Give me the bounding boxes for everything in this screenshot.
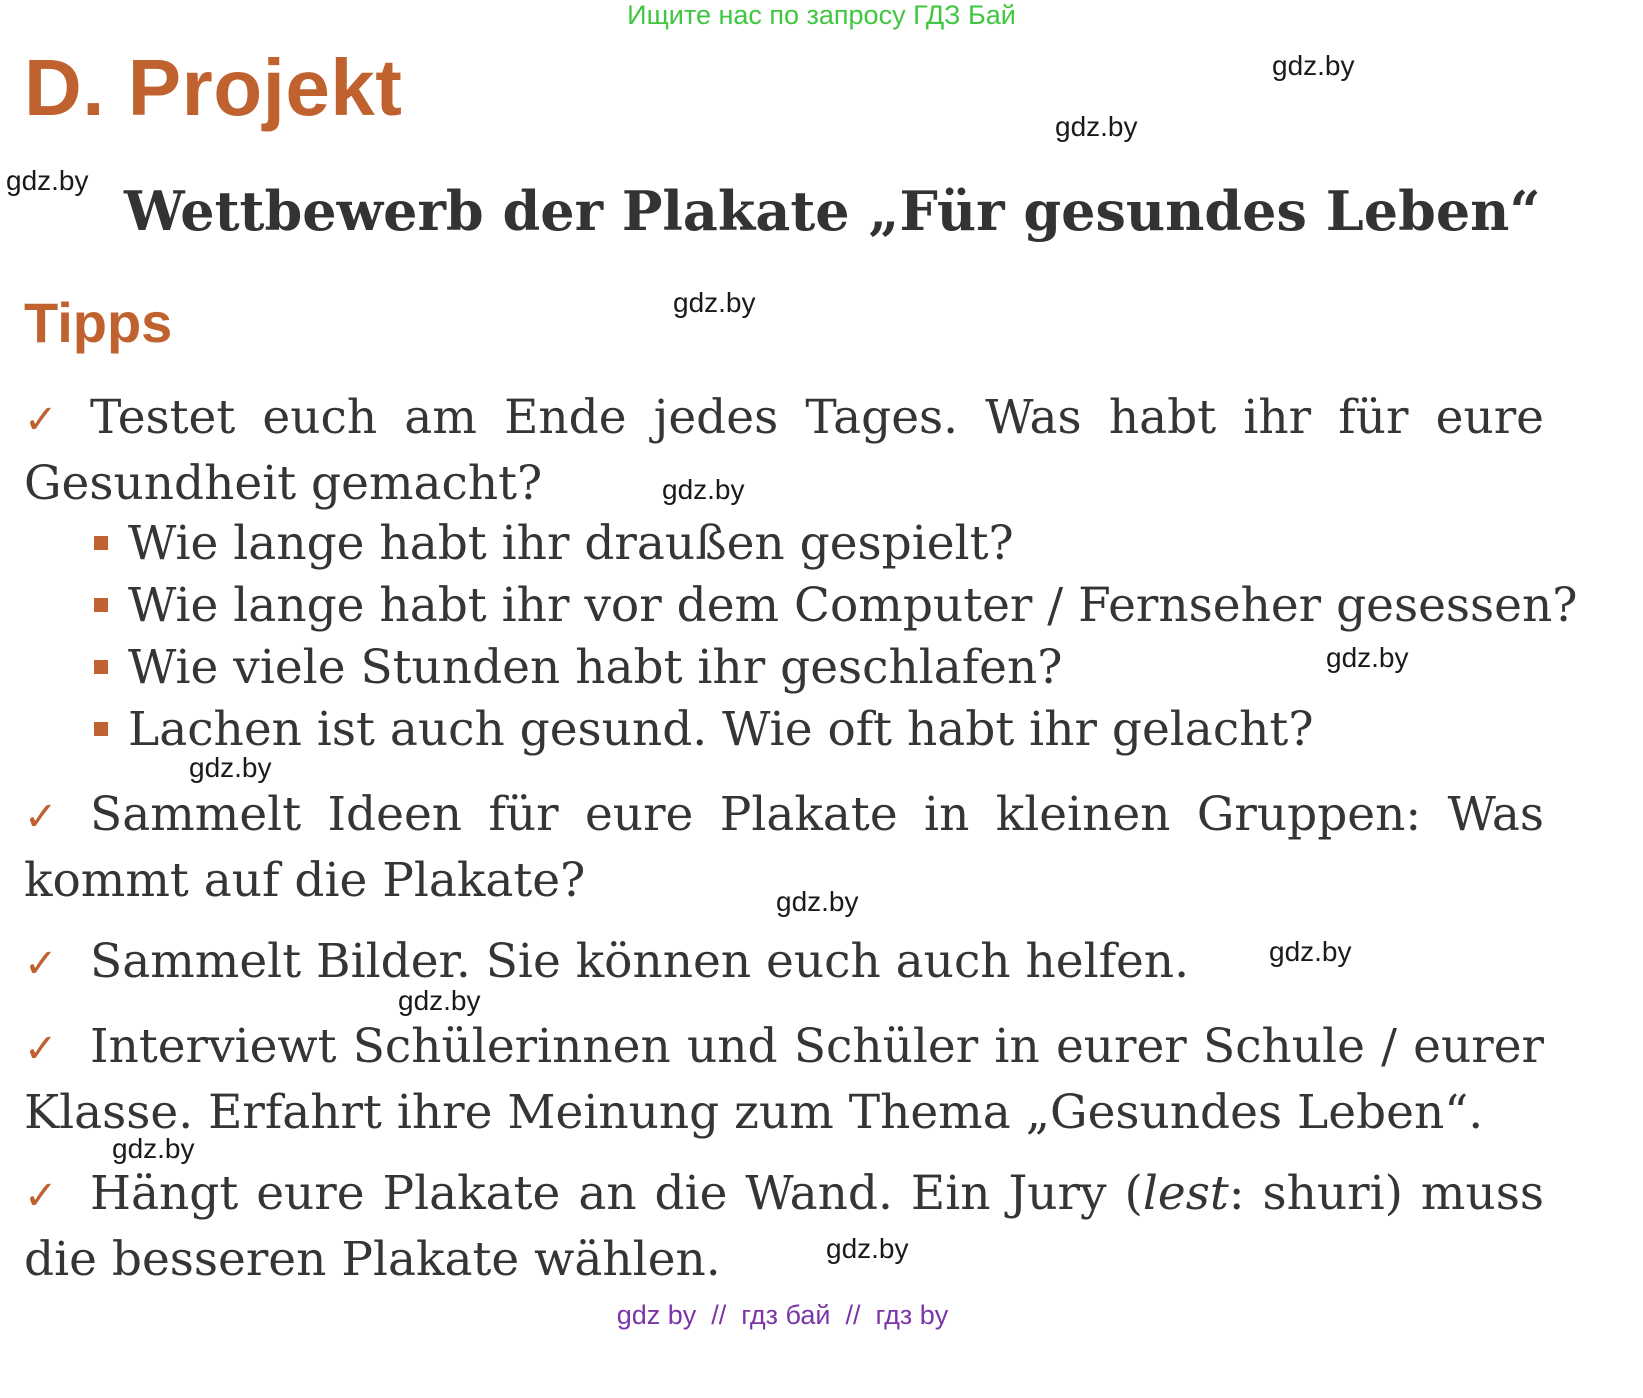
- checkmark-icon: ✓: [24, 397, 58, 443]
- list-item-text: Lachen ist auch gesund. Wie oft habt ihr gelacht?: [128, 702, 1314, 757]
- watermark: gdz.by: [6, 165, 89, 196]
- watermark: gdz.by: [189, 752, 272, 783]
- watermark: gdz.by: [1326, 642, 1409, 673]
- square-bullet-icon: [94, 598, 108, 612]
- project-subtitle: Wettbewerb der Plakate „Für gesundes Leben“: [124, 179, 1541, 243]
- tips-heading: Tipps: [24, 291, 173, 354]
- top-banner: Ищите нас по запросу ГДЗ Бай: [627, 0, 1016, 30]
- watermark: gdz.by: [662, 474, 745, 505]
- tip-item: [24, 1015, 1544, 1144]
- tip-text: Sammelt Bilder. Sie können euch auch helfen.: [90, 934, 1190, 989]
- watermark: gdz.by: [112, 1133, 195, 1164]
- list-item: [94, 698, 1314, 761]
- list-item-text: Wie viele Stunden habt ihr geschlafen?: [128, 640, 1063, 695]
- checkmark-icon: ✓: [24, 941, 58, 987]
- tip-item: [24, 1162, 1544, 1291]
- tip-item: [24, 386, 1544, 515]
- square-bullet-icon: [94, 722, 108, 736]
- watermark: gdz.by: [1272, 50, 1355, 81]
- list-item-text: Wie lange habt ihr draußen gespielt?: [128, 516, 1014, 571]
- watermark: gdz.by: [1055, 111, 1138, 142]
- list-item: [94, 636, 1062, 699]
- page-title: D. Projekt: [24, 43, 403, 132]
- square-bullet-icon: [94, 536, 108, 550]
- square-bullet-icon: [94, 660, 108, 674]
- checkmark-icon: ✓: [24, 1026, 58, 1072]
- watermark: gdz.by: [776, 886, 859, 917]
- tip-text: Testet euch am Ende jedes Tages. Was habt ihr für eure Gesundheit gemacht?: [24, 390, 1544, 511]
- watermark: gdz.by: [826, 1233, 909, 1264]
- tip-text-italic: lest: [1142, 1166, 1229, 1221]
- watermark: gdz.by: [398, 985, 481, 1016]
- footer-watermark: gdz by // гдз бай // гдз by: [616, 1300, 949, 1330]
- checkmark-icon: ✓: [24, 1173, 58, 1219]
- list-item: [94, 574, 1577, 637]
- tip-text-after: : shuri) muss die besseren Plakate wählen.: [24, 1166, 1545, 1287]
- tip-text: Interviewt Schülerinnen und Schüler in eurer Schule / eurer Klasse. Erfahrt ihre Meinung zum Thema „Gesundes Leben“.: [24, 1019, 1544, 1140]
- checkmark-icon: ✓: [24, 794, 58, 840]
- tip-text: Sammelt Ideen für eure Plakate in kleinen Gruppen: Was kommt auf die Plakate?: [24, 787, 1544, 908]
- list-item-text: Wie lange habt ihr vor dem Computer / Fernseher gesessen?: [128, 578, 1578, 633]
- list-item: [94, 512, 1014, 575]
- tip-text-before: Hängt eure Plakate an die Wand. Ein Jury (: [90, 1166, 1143, 1221]
- watermark: gdz.by: [1269, 936, 1352, 967]
- watermark: gdz.by: [673, 287, 756, 318]
